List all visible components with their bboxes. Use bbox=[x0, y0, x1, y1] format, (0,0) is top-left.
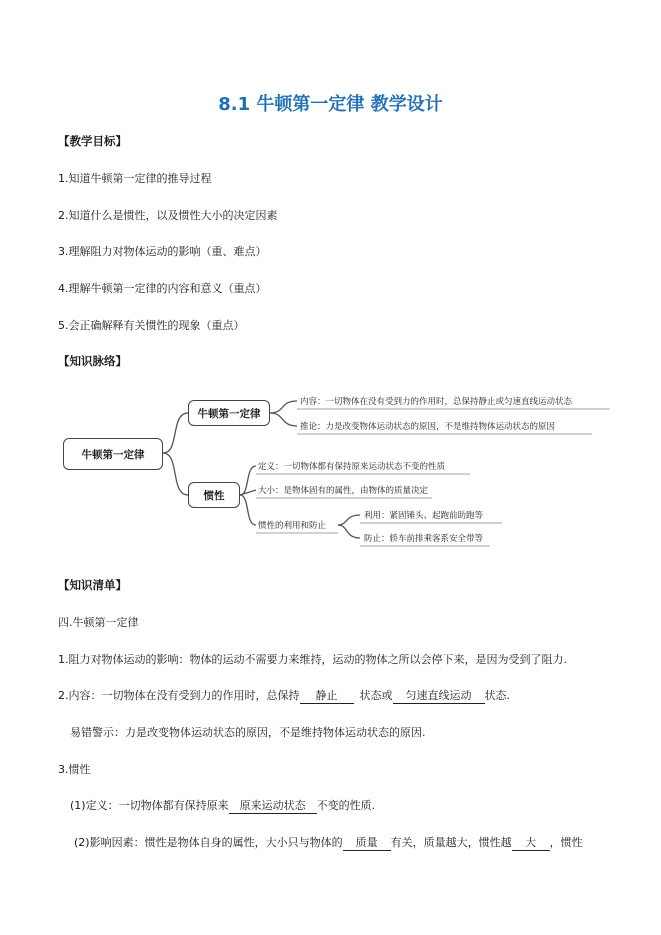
goal-item: 5.会正确解释有关惯性的现象（重点） bbox=[58, 319, 245, 332]
text: 状态. bbox=[484, 689, 510, 702]
section-heading-list: 【知识清单】 bbox=[58, 578, 127, 592]
goal-item: 4.理解牛顿第一定律的内容和意义（重点） bbox=[58, 282, 267, 295]
mind-map-root: 牛顿第一定律 bbox=[63, 438, 163, 470]
answer-blank: 静止 bbox=[300, 687, 354, 704]
mind-map-leaf: 内容：一切物体在没有受到力的作用时，总保持静止或匀速直线运动状态 bbox=[300, 397, 573, 407]
mind-map-leaf: 利用：紧固锤头、起跑前助跑等 bbox=[364, 511, 484, 521]
text: 2.内容：一切物体在没有受到力的作用时，总保持 bbox=[58, 689, 300, 702]
text: (1)定义：一切物体都有保持原来 bbox=[70, 799, 229, 812]
mind-map-leaf: 定义：一切物体都有保持原来运动状态不变的性质 bbox=[258, 462, 446, 472]
mind-map-leaf: 防止：轿车前排乘客系安全带等 bbox=[364, 534, 484, 544]
mind-map-leaf: 大小：是物体固有的属性，由物体的质量决定 bbox=[258, 486, 429, 496]
list-item: 1.阻力对物体运动的影响：物体的运动不需要力来维持，运动的物体之所以会停下来，是因为受到了阻力. bbox=[58, 653, 567, 666]
mind-map-branch-newton-law: 牛顿第一定律 bbox=[188, 400, 270, 426]
section-heading-goals: 【教学目标】 bbox=[58, 134, 127, 148]
mind-map-leaf: 惯性的利用和防止 bbox=[258, 521, 327, 531]
list-heading: 四.牛顿第一定律 bbox=[58, 616, 139, 629]
goal-item: 1.知道牛顿第一定律的推导过程 bbox=[58, 172, 212, 185]
answer-blank: 质量 bbox=[343, 834, 391, 851]
mind-map-leaf: 推论：力是改变物体运动状态的原因，不是维持物体运动状态的原因 bbox=[300, 422, 556, 432]
list-item bbox=[70, 797, 375, 814]
page-title: 8.1 牛顿第一定律 教学设计 bbox=[218, 94, 443, 115]
text: ，惯性 bbox=[549, 836, 583, 849]
answer-blank: 匀速直线运动 bbox=[393, 687, 485, 704]
text: 有关，质量越大，惯性越 bbox=[390, 836, 512, 849]
section-heading-map: 【知识脉络】 bbox=[58, 354, 127, 368]
text: 不变的性质. bbox=[316, 799, 376, 812]
warning-note: 易错警示：力是改变物体运动状态的原因，不是维持物体运动状态的原因. bbox=[70, 726, 426, 739]
list-item: 3.惯性 bbox=[58, 763, 91, 776]
text: (2)影响因素：惯性是物体自身的属性，大小只与物体的 bbox=[74, 836, 343, 849]
mind-map-branch-inertia: 惯性 bbox=[188, 482, 240, 508]
list-item bbox=[74, 834, 583, 851]
text: 状态或 bbox=[359, 689, 393, 702]
goal-item: 2.知道什么是惯性，以及惯性大小的决定因素 bbox=[58, 209, 278, 222]
list-item bbox=[58, 687, 510, 704]
answer-blank: 原来运动状态 bbox=[229, 797, 317, 814]
answer-blank: 大 bbox=[512, 834, 550, 851]
goal-item: 3.理解阻力对物体运动的影响（重、难点） bbox=[58, 245, 267, 258]
